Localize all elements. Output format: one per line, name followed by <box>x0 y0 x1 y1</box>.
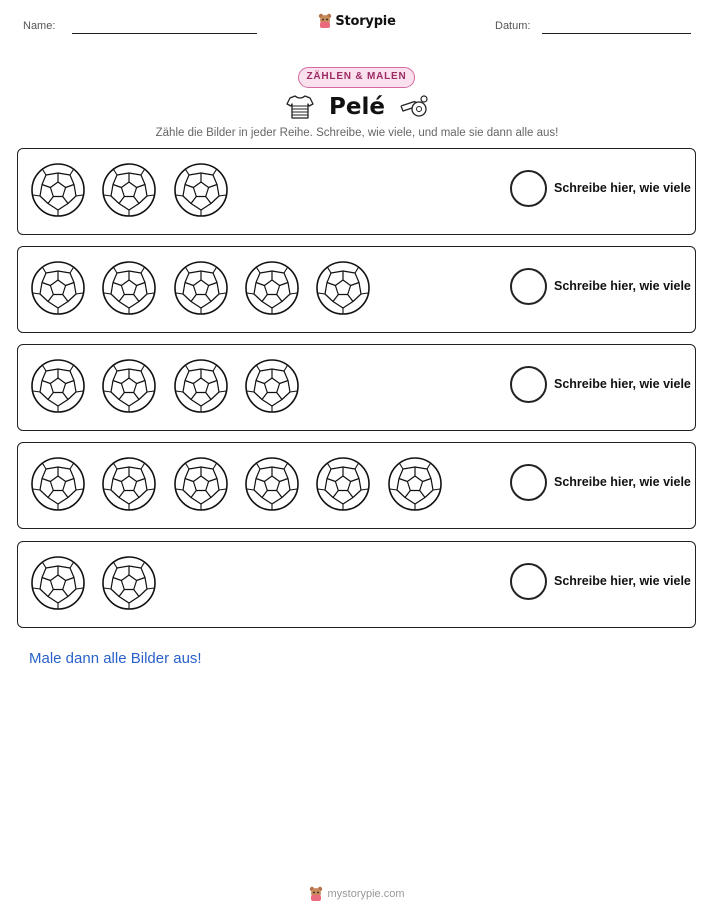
soccer-ball-icon <box>30 162 86 218</box>
answer-label: Schreibe hier, wie viele <box>554 574 691 588</box>
title-row <box>0 91 714 123</box>
instruction-text: Zähle die Bilder in jeder Reihe. Schreibe, wie viele, und male sie dann alle aus! <box>155 127 559 139</box>
soccer-ball-icon <box>244 358 300 414</box>
whistle-icon <box>397 94 429 120</box>
name-label: Name: <box>23 20 56 32</box>
date-line[interactable] <box>542 33 691 34</box>
site-footer <box>0 886 714 907</box>
soccer-ball-icon <box>101 260 157 316</box>
site-url: mystorypie.com <box>327 888 405 900</box>
soccer-ball-icon <box>101 555 157 611</box>
answer-label: Schreibe hier, wie viele <box>554 279 691 293</box>
brand <box>0 13 714 34</box>
soccer-ball-icon <box>244 456 300 512</box>
date-label: Datum: <box>495 20 531 32</box>
soccer-ball-icon <box>101 162 157 218</box>
answer-circle[interactable] <box>510 268 547 305</box>
soccer-ball-icon <box>30 456 86 512</box>
answer-circle[interactable] <box>510 366 547 403</box>
soccer-ball-icon <box>315 456 371 512</box>
answer-label: Schreibe hier, wie viele <box>554 181 691 195</box>
brand-name: Storypie <box>335 13 396 29</box>
answer-label: Schreibe hier, wie viele <box>554 475 691 489</box>
answer-circle[interactable] <box>510 464 547 501</box>
counting-row <box>17 344 696 431</box>
soccer-ball-icon <box>173 456 229 512</box>
category-badge: ZÄHLEN & MALEN <box>298 67 415 88</box>
page-title: Pelé <box>329 94 385 120</box>
soccer-ball-icon <box>173 358 229 414</box>
counting-row <box>17 246 696 333</box>
bear-logo-icon <box>318 13 332 29</box>
soccer-ball-icon <box>30 358 86 414</box>
soccer-ball-icon <box>173 162 229 218</box>
answer-label: Schreibe hier, wie viele <box>554 377 691 391</box>
footer-instruction: Male dann alle Bilder aus! <box>29 650 202 667</box>
answer-circle[interactable] <box>510 563 547 600</box>
soccer-ball-icon <box>30 555 86 611</box>
bear-logo-icon <box>309 886 323 902</box>
soccer-ball-icon <box>30 260 86 316</box>
soccer-ball-icon <box>315 260 371 316</box>
soccer-ball-icon <box>244 260 300 316</box>
soccer-ball-icon <box>101 456 157 512</box>
counting-row <box>17 148 696 235</box>
answer-circle[interactable] <box>510 170 547 207</box>
soccer-ball-icon <box>173 260 229 316</box>
soccer-ball-icon <box>387 456 443 512</box>
counting-row <box>17 541 696 628</box>
soccer-ball-icon <box>101 358 157 414</box>
counting-row <box>17 442 696 529</box>
